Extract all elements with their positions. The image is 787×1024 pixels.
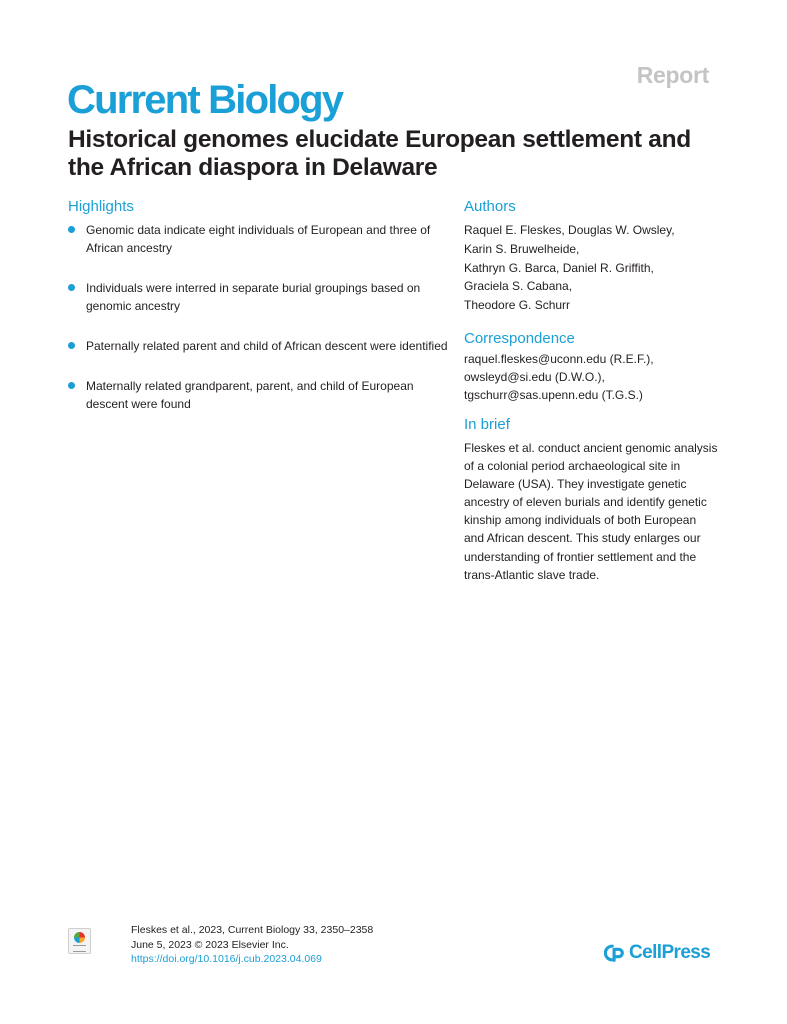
author-line: Theodore G. Schurr: [464, 298, 571, 313]
check-for-updates-text-mark: [73, 945, 86, 952]
authors-heading: Authors: [464, 198, 516, 215]
cellpress-icon: [604, 942, 626, 964]
check-for-updates-icon[interactable]: [68, 928, 91, 954]
email-link[interactable]: raquel.fleskes@uconn.edu (R.E.F.),: [464, 352, 654, 366]
article-title: Historical genomes elucidate European settlement and the African diaspora in Delaware: [68, 126, 691, 181]
journal-name[interactable]: Current Biology: [67, 78, 343, 122]
bullet-icon: [68, 284, 75, 291]
bullet-icon: [68, 342, 75, 349]
author-line: Raquel E. Fleskes, Douglas W. Owsley,: [464, 223, 675, 237]
highlight-item: [68, 337, 453, 355]
bullet-icon: [68, 382, 75, 389]
publisher-name: CellPress: [629, 942, 711, 963]
highlight-item: [68, 221, 453, 257]
article-type-label: Report: [636, 62, 709, 88]
correspondence-list: [464, 351, 714, 404]
doi-link[interactable]: https://doi.org/10.1016/j.cub.2023.04.069: [131, 953, 322, 965]
highlights-list: [68, 221, 453, 435]
highlight-text: Maternally related grandparent, parent, and child of European descent were found: [86, 379, 414, 411]
email-link[interactable]: tgschurr@sas.upenn.edu (T.G.S.): [464, 387, 643, 402]
publisher-logo[interactable]: [604, 940, 710, 966]
in-brief-heading: In brief: [464, 416, 510, 433]
highlight-text: Individuals were interred in separate burial groupings based on genomic ancestry: [86, 281, 421, 313]
check-for-updates-logo: [74, 932, 85, 943]
highlights-heading: Highlights: [68, 198, 134, 215]
citation-block: [131, 923, 431, 967]
email-link[interactable]: owsleyd@si.edu (D.W.O.),: [464, 369, 605, 384]
highlight-text: Genomic data indicate eight individuals of European and three of African ancestry: [86, 223, 431, 255]
authors-list: [464, 221, 709, 315]
highlight-item: [68, 279, 453, 315]
highlight-item: [68, 377, 453, 413]
in-brief-text: Fleskes et al. conduct ancient genomic analysis of a colonial period archaeological site in Delaware (USA). They investigate genetic ancestry of eleven burials and identify genetic kinship among individuals of both European and African descent. This study enlarges our understanding of frontier settlement and the trans-Atlantic slave trade.: [464, 441, 718, 582]
bullet-icon: [68, 226, 75, 233]
highlight-text: Paternally related parent and child of African descent were identified: [86, 339, 448, 353]
author-line: Karin S. Bruwelheide,: [464, 241, 580, 256]
author-line: Graciela S. Cabana,: [464, 279, 573, 294]
author-line: Kathryn G. Barca, Daniel R. Griffith,: [464, 260, 654, 275]
citation-line: Fleskes et al., 2023, Current Biology 33, 2350–2358: [131, 924, 374, 936]
correspondence-heading: Correspondence: [464, 330, 575, 347]
citation-date: June 5, 2023 © 2023 Elsevier Inc.: [131, 938, 289, 951]
